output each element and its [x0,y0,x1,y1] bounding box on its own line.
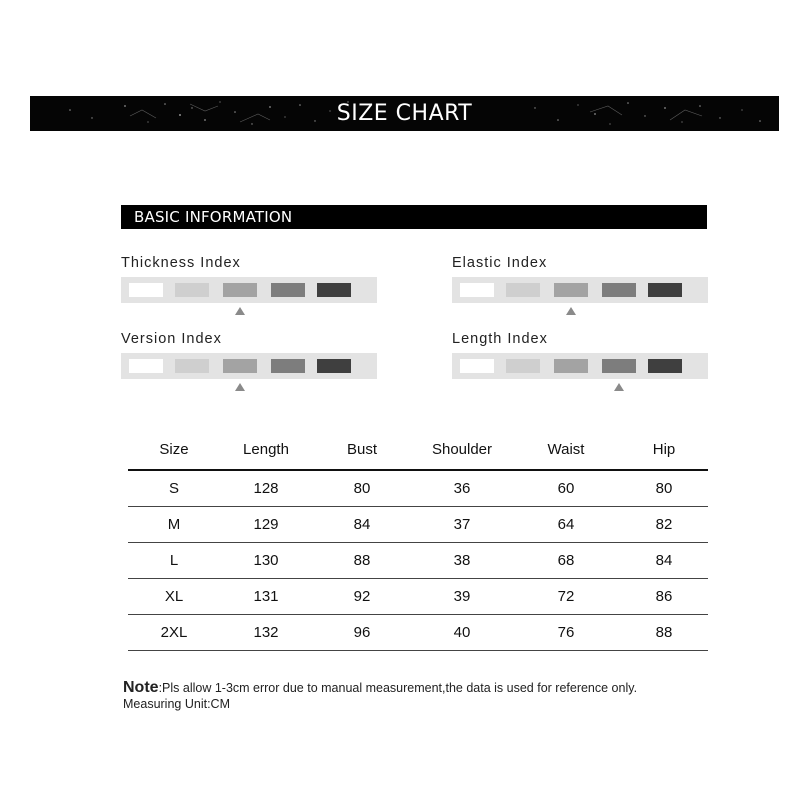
index-swatch [223,283,257,297]
table-cell: 130 [220,543,312,579]
index-swatch [129,359,163,373]
index-swatch [271,359,305,373]
thickness-index [121,253,377,303]
index-swatch [648,283,682,297]
index-marker-triangle-icon [566,307,576,315]
table-cell: 2XL [128,615,220,651]
size-chart-banner [30,96,779,131]
length-index [452,329,708,379]
index-swatch [648,359,682,373]
length-index-label: Length Index [452,331,548,347]
table-cell: 64 [512,507,620,543]
index-swatch [223,359,257,373]
index-swatch [317,359,351,373]
table-cell: 88 [312,543,412,579]
table-cell: S [128,470,220,507]
table-cell: 38 [412,543,512,579]
version-index [121,329,377,379]
note-text: :Pls allow 1-3cm error due to manual measurement,the data is used for reference only. [158,681,638,695]
table-cell: XL [128,579,220,615]
table-cell: 72 [512,579,620,615]
index-swatch [175,283,209,297]
table-cell: 82 [620,507,708,543]
table-cell: 96 [312,615,412,651]
table-cell: 37 [412,507,512,543]
table-cell: 80 [312,470,412,507]
measurement-note [123,680,743,712]
header-hip: Hip [620,430,708,470]
thickness-index-label: Thickness Index [121,255,241,271]
table-cell: 39 [412,579,512,615]
table-cell: 84 [312,507,412,543]
basic-information-label: BASIC INFORMATION [134,208,293,226]
table-cell: 76 [512,615,620,651]
table-row [128,543,708,579]
header-size: Size [128,430,220,470]
measuring-unit: Measuring Unit:CM [123,697,230,711]
version-index-scale [121,353,377,379]
index-marker-triangle-icon [614,383,624,391]
index-swatch [129,283,163,297]
header-shoulder: Shoulder [412,430,512,470]
index-swatch [554,283,588,297]
table-cell: 60 [512,470,620,507]
table-cell: M [128,507,220,543]
note-title: Note [123,679,159,696]
table-cell: 132 [220,615,312,651]
banner-title: SIZE CHART [336,101,473,126]
elastic-index [452,253,708,303]
header-length: Length [220,430,312,470]
index-swatch [506,359,540,373]
index-marker-triangle-icon [235,307,245,315]
table-cell: 84 [620,543,708,579]
table-header-row [128,430,708,470]
index-swatch [460,283,494,297]
table-row [128,470,708,507]
table-cell: 86 [620,579,708,615]
basic-information-header [121,205,707,229]
index-swatch [506,283,540,297]
thickness-index-scale [121,277,377,303]
table-cell: 36 [412,470,512,507]
table-cell: 68 [512,543,620,579]
header-bust: Bust [312,430,412,470]
table-cell: 40 [412,615,512,651]
table-cell: L [128,543,220,579]
index-swatch [175,359,209,373]
index-swatch [602,283,636,297]
header-waist: Waist [512,430,620,470]
table-row [128,615,708,651]
index-marker-triangle-icon [235,383,245,391]
table-row [128,507,708,543]
table-cell: 88 [620,615,708,651]
elastic-index-scale [452,277,708,303]
index-swatch [271,283,305,297]
elastic-index-label: Elastic Index [452,255,548,271]
version-index-label: Version Index [121,331,222,347]
table-row [128,579,708,615]
index-swatch [317,283,351,297]
index-swatch [602,359,636,373]
size-table [128,430,708,651]
table-cell: 128 [220,470,312,507]
table-cell: 80 [620,470,708,507]
length-index-scale [452,353,708,379]
table-cell: 129 [220,507,312,543]
index-swatch [554,359,588,373]
index-swatch [460,359,494,373]
table-cell: 92 [312,579,412,615]
table-cell: 131 [220,579,312,615]
